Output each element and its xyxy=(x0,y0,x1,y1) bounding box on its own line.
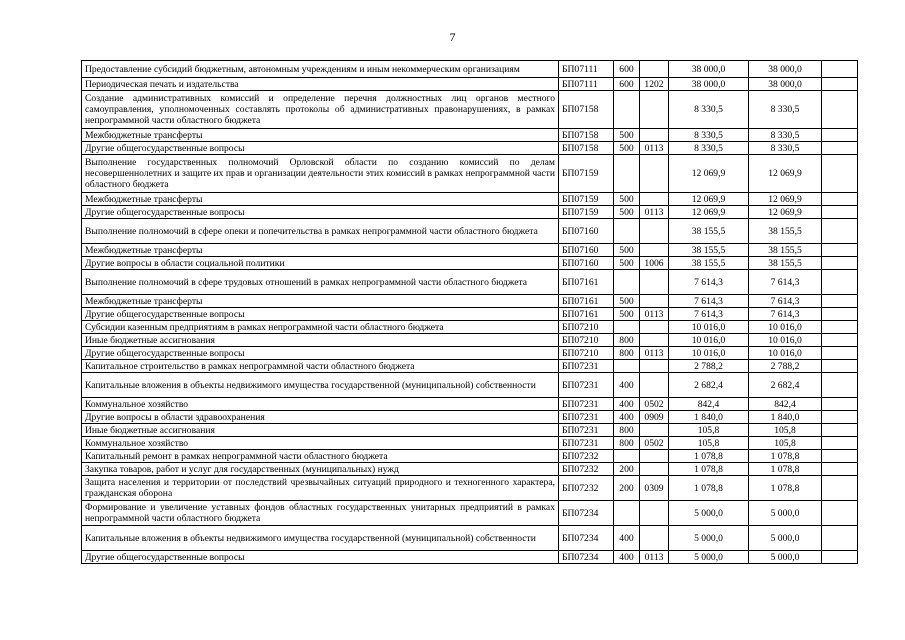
table-row xyxy=(82,91,858,129)
item-name: Выполнение полномочий в сфере трудовых отношений в рамках непрограммной части областного бюджета xyxy=(82,270,559,295)
section-code xyxy=(640,526,669,551)
budget-table xyxy=(81,60,858,564)
expense-type-code: 400 xyxy=(614,398,640,411)
section-code xyxy=(640,450,669,463)
extra-cell xyxy=(822,155,858,193)
extra-cell xyxy=(822,347,858,360)
extra-cell xyxy=(822,61,858,78)
extra-cell xyxy=(822,257,858,270)
section-code xyxy=(640,61,669,78)
item-name: Закупка товаров, работ и услуг для государственных (муниципальных) нужд xyxy=(82,463,559,476)
item-name: Другие общегосударственные вопросы xyxy=(82,142,559,155)
table-row xyxy=(82,193,858,206)
table-row xyxy=(82,501,858,526)
expense-type-code xyxy=(614,501,640,526)
target-code: БП07231 xyxy=(559,411,614,424)
table-row xyxy=(82,308,858,321)
target-code: БП07234 xyxy=(559,526,614,551)
amount-1: 38 000,0 xyxy=(669,78,749,91)
amount-2: 8 330,5 xyxy=(749,129,822,142)
expense-type-code: 400 xyxy=(614,526,640,551)
extra-cell xyxy=(822,476,858,501)
table-row xyxy=(82,526,858,551)
section-code xyxy=(640,334,669,347)
extra-cell xyxy=(822,129,858,142)
amount-2: 1 840,0 xyxy=(749,411,822,424)
amount-2: 12 069,9 xyxy=(749,155,822,193)
item-name: Иные бюджетные ассигнования xyxy=(82,424,559,437)
expense-type-code: 500 xyxy=(614,206,640,219)
page-number: 7 xyxy=(449,30,456,44)
extra-cell xyxy=(822,463,858,476)
table-row xyxy=(82,360,858,373)
section-code xyxy=(640,91,669,129)
target-code: БП07232 xyxy=(559,450,614,463)
expense-type-code: 500 xyxy=(614,142,640,155)
section-code xyxy=(640,373,669,398)
amount-2: 5 000,0 xyxy=(749,551,822,564)
table-row xyxy=(82,270,858,295)
expense-type-code: 200 xyxy=(614,476,640,501)
amount-2: 12 069,9 xyxy=(749,206,822,219)
amount-2: 1 078,8 xyxy=(749,463,822,476)
amount-2: 105,8 xyxy=(749,424,822,437)
section-code: 0113 xyxy=(640,206,669,219)
amount-2: 38 000,0 xyxy=(749,78,822,91)
amount-1: 38 000,0 xyxy=(669,61,749,78)
target-code: БП07231 xyxy=(559,398,614,411)
table-row xyxy=(82,295,858,308)
expense-type-code: 500 xyxy=(614,129,640,142)
extra-cell xyxy=(822,308,858,321)
target-code: БП07160 xyxy=(559,257,614,270)
target-code: БП07159 xyxy=(559,193,614,206)
amount-2: 8 330,5 xyxy=(749,91,822,129)
extra-cell xyxy=(822,270,858,295)
expense-type-code: 500 xyxy=(614,193,640,206)
target-code: БП07232 xyxy=(559,476,614,501)
item-name: Межбюджетные трансферты xyxy=(82,244,559,257)
amount-1: 7 614,3 xyxy=(669,308,749,321)
target-code: БП07158 xyxy=(559,129,614,142)
extra-cell xyxy=(822,91,858,129)
expense-type-code: 500 xyxy=(614,295,640,308)
table-row xyxy=(82,450,858,463)
table-row xyxy=(82,78,858,91)
item-name: Межбюджетные трансферты xyxy=(82,295,559,308)
extra-cell xyxy=(822,437,858,450)
amount-1: 10 016,0 xyxy=(669,321,749,334)
amount-1: 2 682,4 xyxy=(669,373,749,398)
item-name: Другие общегосударственные вопросы xyxy=(82,551,559,564)
extra-cell xyxy=(822,526,858,551)
item-name: Иные бюджетные ассигнования xyxy=(82,334,559,347)
item-name: Субсидии казенным предприятиям в рамках непрограммной части областного бюджета xyxy=(82,321,559,334)
expense-type-code: 500 xyxy=(614,308,640,321)
amount-1: 38 155,5 xyxy=(669,257,749,270)
table-row xyxy=(82,463,858,476)
expense-type-code xyxy=(614,450,640,463)
item-name: Предоставление субсидий бюджетным, автономным учреждениям и иным некоммерческим организациям xyxy=(82,61,559,78)
amount-1: 8 330,5 xyxy=(669,91,749,129)
extra-cell xyxy=(822,424,858,437)
extra-cell xyxy=(822,193,858,206)
amount-1: 5 000,0 xyxy=(669,551,749,564)
item-name: Создание административных комиссий и определение перечня должностных лиц органов местного самоуправления, уполномоченных составлять протоколы об административных правонарушениях, в рамках непрограммной части областного бюджета xyxy=(82,91,559,129)
expense-type-code xyxy=(614,321,640,334)
expense-type-code: 600 xyxy=(614,78,640,91)
extra-cell xyxy=(822,501,858,526)
section-code: 0309 xyxy=(640,476,669,501)
expense-type-code: 800 xyxy=(614,334,640,347)
extra-cell xyxy=(822,219,858,244)
amount-1: 1 078,8 xyxy=(669,463,749,476)
item-name: Капитальные вложения в объекты недвижимого имущества государственной (муниципальной) собственности xyxy=(82,526,559,551)
item-name: Защита населения и территории от последствий чрезвычайных ситуаций природного и техногенного характера, гражданская оборона xyxy=(82,476,559,501)
table-row xyxy=(82,142,858,155)
table-row xyxy=(82,437,858,450)
amount-1: 105,8 xyxy=(669,437,749,450)
target-code: БП07231 xyxy=(559,424,614,437)
extra-cell xyxy=(822,360,858,373)
expense-type-code: 400 xyxy=(614,551,640,564)
item-name: Коммунальное хозяйство xyxy=(82,398,559,411)
table-row xyxy=(82,424,858,437)
budget-table-body xyxy=(82,61,858,564)
amount-2: 7 614,3 xyxy=(749,270,822,295)
item-name: Капитальные вложения в объекты недвижимого имущества государственной (муниципальной) собственности xyxy=(82,373,559,398)
item-name: Другие общегосударственные вопросы xyxy=(82,347,559,360)
target-code: БП07210 xyxy=(559,321,614,334)
item-name: Межбюджетные трансферты xyxy=(82,193,559,206)
amount-1: 12 069,9 xyxy=(669,206,749,219)
target-code: БП07159 xyxy=(559,206,614,219)
amount-1: 8 330,5 xyxy=(669,129,749,142)
amount-2: 38 155,5 xyxy=(749,257,822,270)
table-row xyxy=(82,476,858,501)
target-code: БП07231 xyxy=(559,360,614,373)
table-row xyxy=(82,155,858,193)
amount-1: 10 016,0 xyxy=(669,347,749,360)
target-code: БП07161 xyxy=(559,270,614,295)
amount-2: 1 078,8 xyxy=(749,476,822,501)
amount-1: 12 069,9 xyxy=(669,155,749,193)
extra-cell xyxy=(822,78,858,91)
expense-type-code: 800 xyxy=(614,437,640,450)
amount-2: 38 155,5 xyxy=(749,219,822,244)
item-name: Другие вопросы в области социальной политики xyxy=(82,257,559,270)
section-code xyxy=(640,463,669,476)
amount-2: 12 069,9 xyxy=(749,193,822,206)
item-name: Выполнение государственных полномочий Орловской области по созданию комиссий по делам несовершеннолетних и защите их прав и организации деятельности этих комиссий в рамках непрограммной части областного бюджета xyxy=(82,155,559,193)
section-code xyxy=(640,129,669,142)
amount-2: 7 614,3 xyxy=(749,295,822,308)
expense-type-code xyxy=(614,155,640,193)
section-code xyxy=(640,295,669,308)
amount-1: 8 330,5 xyxy=(669,142,749,155)
item-name: Выполнение полномочий в сфере опеки и попечительства в рамках непрограммной части областного бюджета xyxy=(82,219,559,244)
expense-type-code: 400 xyxy=(614,411,640,424)
target-code: БП07234 xyxy=(559,501,614,526)
amount-2: 10 016,0 xyxy=(749,347,822,360)
extra-cell xyxy=(822,206,858,219)
amount-1: 5 000,0 xyxy=(669,526,749,551)
target-code: БП07111 xyxy=(559,61,614,78)
expense-type-code xyxy=(614,270,640,295)
table-row xyxy=(82,129,858,142)
target-code: БП07160 xyxy=(559,244,614,257)
expense-type-code: 600 xyxy=(614,61,640,78)
amount-2: 38 000,0 xyxy=(749,61,822,78)
target-code: БП07231 xyxy=(559,437,614,450)
amount-1: 2 788,2 xyxy=(669,360,749,373)
target-code: БП07111 xyxy=(559,78,614,91)
extra-cell xyxy=(822,321,858,334)
item-name: Межбюджетные трансферты xyxy=(82,129,559,142)
table-row xyxy=(82,206,858,219)
section-code xyxy=(640,321,669,334)
extra-cell xyxy=(822,244,858,257)
extra-cell xyxy=(822,373,858,398)
amount-1: 1 078,8 xyxy=(669,450,749,463)
extra-cell xyxy=(822,398,858,411)
expense-type-code: 400 xyxy=(614,373,640,398)
item-name: Капитальный ремонт в рамках непрограммной части областного бюджета xyxy=(82,450,559,463)
target-code: БП07234 xyxy=(559,551,614,564)
extra-cell xyxy=(822,411,858,424)
section-code: 0113 xyxy=(640,347,669,360)
extra-cell xyxy=(822,551,858,564)
amount-2: 842,4 xyxy=(749,398,822,411)
table-row xyxy=(82,257,858,270)
amount-1: 7 614,3 xyxy=(669,270,749,295)
section-code xyxy=(640,424,669,437)
target-code: БП07232 xyxy=(559,463,614,476)
section-code: 0113 xyxy=(640,551,669,564)
table-row xyxy=(82,398,858,411)
item-name: Капитальное строительство в рамках непрограммной части областного бюджета xyxy=(82,360,559,373)
target-code: БП07210 xyxy=(559,334,614,347)
expense-type-code: 800 xyxy=(614,347,640,360)
expense-type-code: 200 xyxy=(614,463,640,476)
amount-2: 2 682,4 xyxy=(749,373,822,398)
section-code: 0113 xyxy=(640,142,669,155)
table-row xyxy=(82,411,858,424)
section-code xyxy=(640,193,669,206)
amount-1: 1 840,0 xyxy=(669,411,749,424)
target-code: БП07231 xyxy=(559,373,614,398)
amount-1: 5 000,0 xyxy=(669,501,749,526)
amount-2: 1 078,8 xyxy=(749,450,822,463)
table-row xyxy=(82,61,858,78)
item-name: Формирование и увеличение уставных фондов областных государственных унитарных предприятий в рамках непрограммной части областного бюджета xyxy=(82,501,559,526)
target-code: БП07159 xyxy=(559,155,614,193)
amount-1: 105,8 xyxy=(669,424,749,437)
table-row xyxy=(82,219,858,244)
table-row xyxy=(82,334,858,347)
expense-type-code xyxy=(614,91,640,129)
expense-type-code: 500 xyxy=(614,257,640,270)
extra-cell xyxy=(822,295,858,308)
amount-1: 842,4 xyxy=(669,398,749,411)
expense-type-code xyxy=(614,360,640,373)
section-code: 1006 xyxy=(640,257,669,270)
amount-1: 38 155,5 xyxy=(669,244,749,257)
amount-1: 7 614,3 xyxy=(669,295,749,308)
section-code xyxy=(640,244,669,257)
target-code: БП07160 xyxy=(559,219,614,244)
amount-2: 10 016,0 xyxy=(749,321,822,334)
amount-2: 5 000,0 xyxy=(749,526,822,551)
section-code xyxy=(640,155,669,193)
section-code xyxy=(640,270,669,295)
target-code: БП07161 xyxy=(559,308,614,321)
item-name: Другие общегосударственные вопросы xyxy=(82,206,559,219)
table-row xyxy=(82,551,858,564)
amount-2: 38 155,5 xyxy=(749,244,822,257)
extra-cell xyxy=(822,334,858,347)
table-row xyxy=(82,373,858,398)
item-name: Другие вопросы в области здравоохранения xyxy=(82,411,559,424)
amount-2: 10 016,0 xyxy=(749,334,822,347)
extra-cell xyxy=(822,450,858,463)
amount-2: 7 614,3 xyxy=(749,308,822,321)
section-code: 0502 xyxy=(640,437,669,450)
expense-type-code: 500 xyxy=(614,244,640,257)
expense-type-code: 800 xyxy=(614,424,640,437)
section-code: 1202 xyxy=(640,78,669,91)
item-name: Коммунальное хозяйство xyxy=(82,437,559,450)
amount-2: 5 000,0 xyxy=(749,501,822,526)
target-code: БП07161 xyxy=(559,295,614,308)
amount-2: 105,8 xyxy=(749,437,822,450)
amount-1: 1 078,8 xyxy=(669,476,749,501)
extra-cell xyxy=(822,142,858,155)
item-name: Периодическая печать и издательства xyxy=(82,78,559,91)
amount-1: 10 016,0 xyxy=(669,334,749,347)
section-code: 0502 xyxy=(640,398,669,411)
section-code xyxy=(640,501,669,526)
amount-2: 8 330,5 xyxy=(749,142,822,155)
target-code: БП07210 xyxy=(559,347,614,360)
section-code: 0909 xyxy=(640,411,669,424)
section-code: 0113 xyxy=(640,308,669,321)
item-name: Другие общегосударственные вопросы xyxy=(82,308,559,321)
target-code: БП07158 xyxy=(559,142,614,155)
amount-2: 2 788,2 xyxy=(749,360,822,373)
table-row xyxy=(82,321,858,334)
section-code xyxy=(640,219,669,244)
amount-1: 12 069,9 xyxy=(669,193,749,206)
table-row xyxy=(82,347,858,360)
table-row xyxy=(82,244,858,257)
amount-1: 38 155,5 xyxy=(669,219,749,244)
expense-type-code xyxy=(614,219,640,244)
section-code xyxy=(640,360,669,373)
target-code: БП07158 xyxy=(559,91,614,129)
